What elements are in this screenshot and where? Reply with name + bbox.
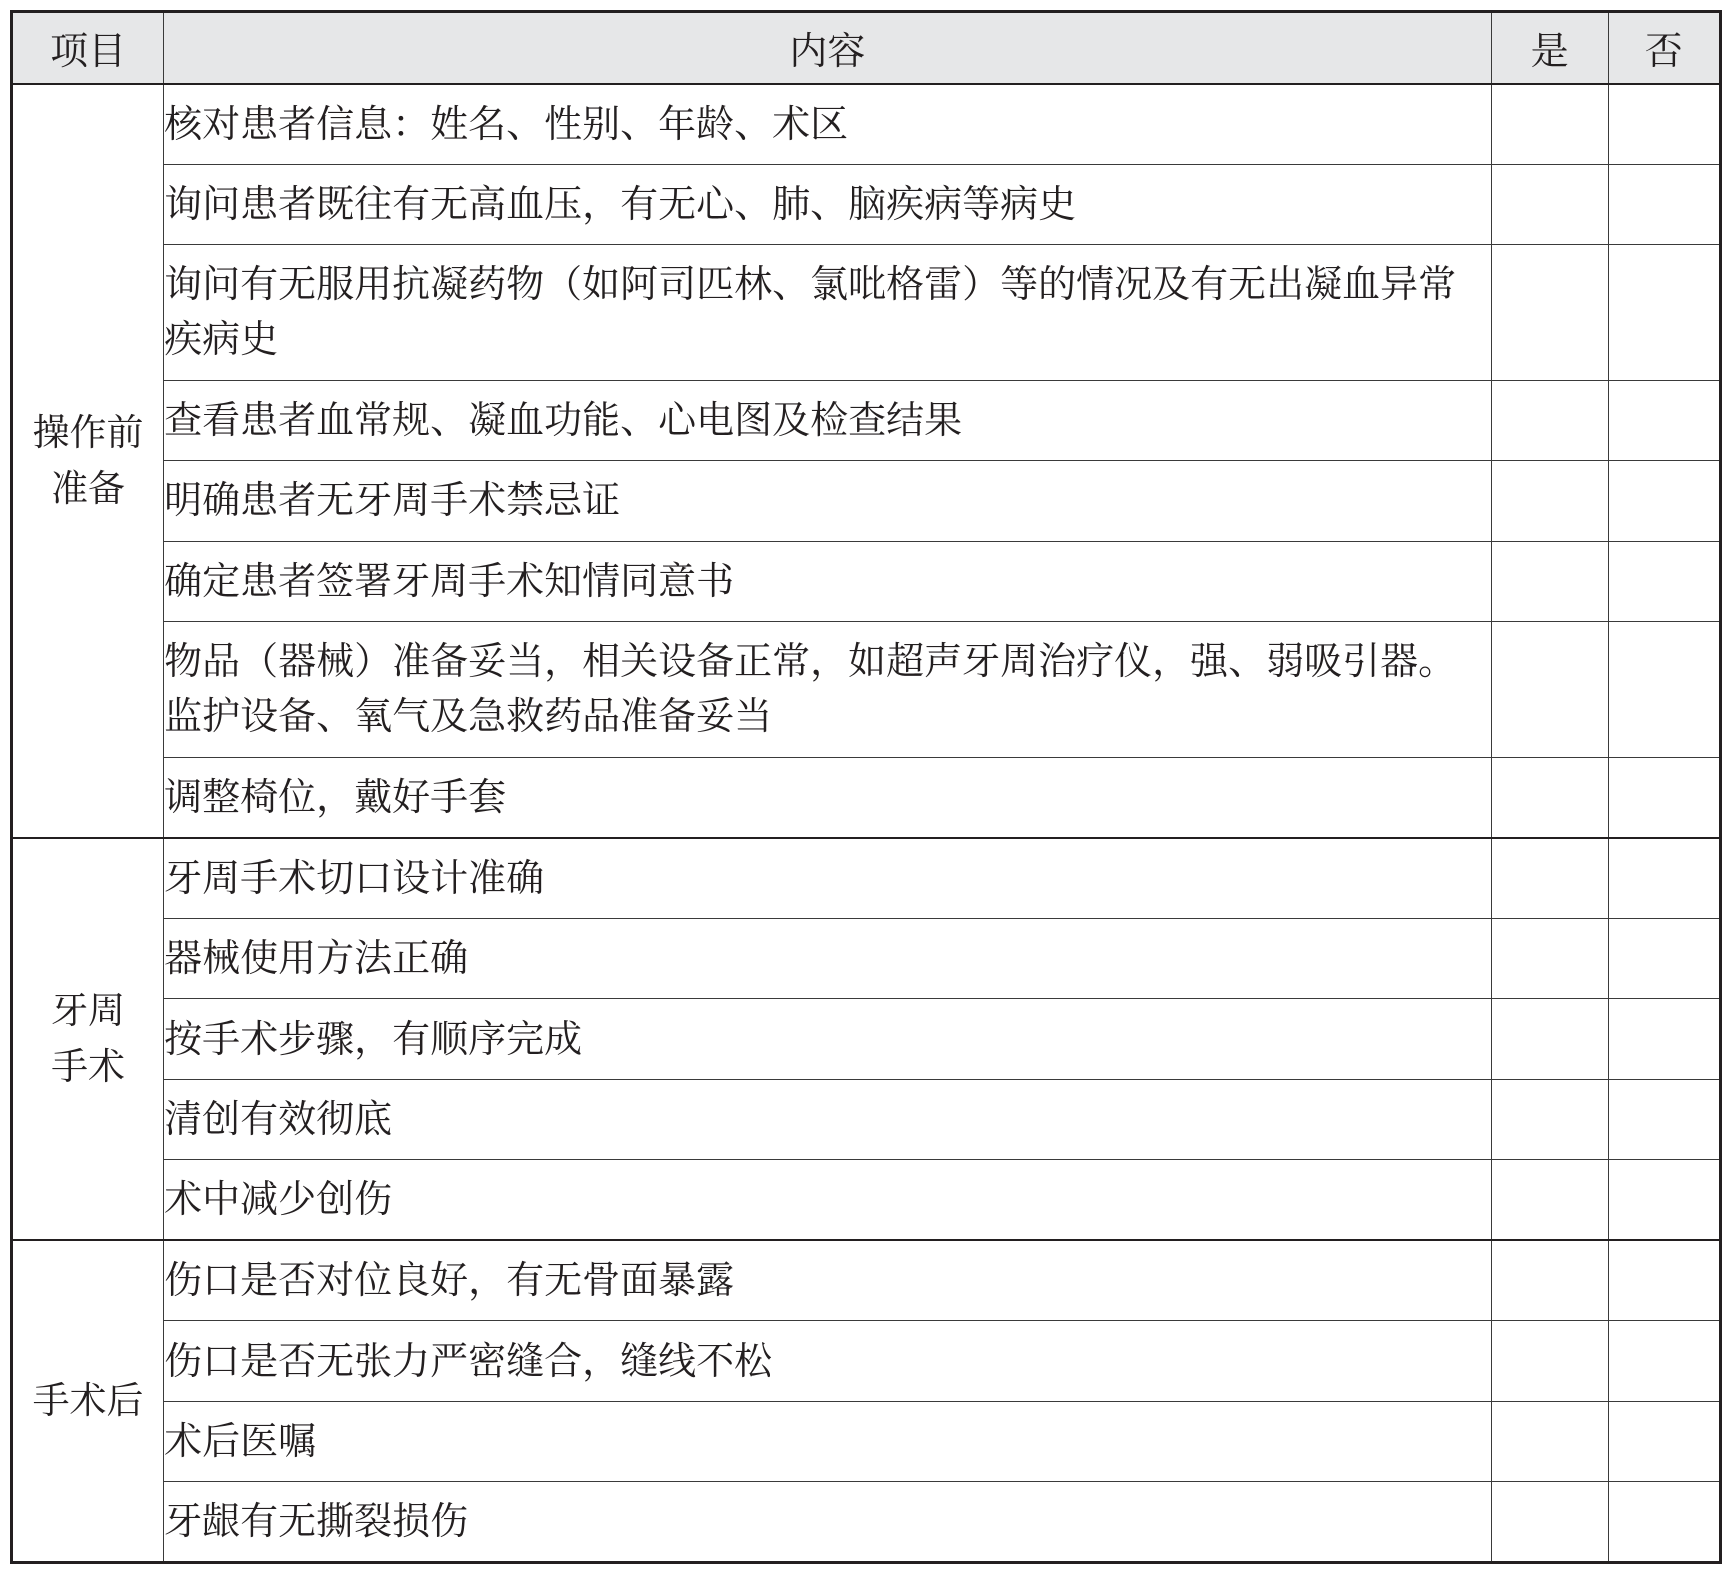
- yes-check-cell[interactable]: [1491, 1240, 1608, 1321]
- no-check-cell[interactable]: [1608, 999, 1721, 1080]
- item-text: 物品（器械）准备妥当，相关设备正常，如超声牙周治疗仪，强、弱吸引器。监护设备、氧气及急救药品准备妥当: [164, 622, 1492, 758]
- yes-check-cell[interactable]: [1491, 245, 1608, 381]
- yes-check-cell[interactable]: [1491, 757, 1608, 838]
- table-row: [12, 999, 1721, 1080]
- yes-check-cell[interactable]: [1491, 1482, 1608, 1563]
- item-text: 伤口是否无张力严密缝合，缝线不松: [164, 1321, 1492, 1402]
- item-text: 清创有效彻底: [164, 1079, 1492, 1160]
- section-label-line: 操作前: [32, 410, 144, 454]
- section-label-line: 手术后: [32, 1379, 144, 1423]
- item-text: 询问患者既往有无高血压，有无心、肺、脑疾病等病史: [164, 164, 1492, 245]
- yes-check-cell[interactable]: [1491, 838, 1608, 919]
- no-check-cell[interactable]: [1608, 380, 1721, 461]
- no-check-cell[interactable]: [1608, 1321, 1721, 1402]
- table-row: [12, 757, 1721, 838]
- item-text: 术中减少创伤: [164, 1160, 1492, 1241]
- no-check-cell[interactable]: [1608, 1240, 1721, 1321]
- no-check-cell[interactable]: [1608, 838, 1721, 919]
- no-check-cell[interactable]: [1608, 245, 1721, 381]
- yes-check-cell[interactable]: [1491, 164, 1608, 245]
- item-text: 按手术步骤，有顺序完成: [164, 999, 1492, 1080]
- section-label-periodontal-surgery: [12, 838, 164, 1241]
- no-check-cell[interactable]: [1608, 757, 1721, 838]
- no-check-cell[interactable]: [1608, 84, 1721, 165]
- table-row: [12, 164, 1721, 245]
- table-row: [12, 918, 1721, 999]
- header-row: [12, 12, 1721, 84]
- no-check-cell[interactable]: [1608, 1079, 1721, 1160]
- table-row: [12, 1321, 1721, 1402]
- no-check-cell[interactable]: [1608, 461, 1721, 542]
- no-check-cell[interactable]: [1608, 541, 1721, 622]
- item-text: 核对患者信息：姓名、性别、年龄、术区: [164, 84, 1492, 165]
- no-check-cell[interactable]: [1608, 164, 1721, 245]
- header-content: 内容: [164, 12, 1492, 84]
- yes-check-cell[interactable]: [1491, 1079, 1608, 1160]
- table-row: [12, 245, 1721, 381]
- table-row: [12, 838, 1721, 919]
- item-text: 器械使用方法正确: [164, 918, 1492, 999]
- table-row: [12, 84, 1721, 165]
- table-row: [12, 1482, 1721, 1563]
- table-row: [12, 380, 1721, 461]
- section-label-line: 准备: [51, 466, 126, 510]
- yes-check-cell[interactable]: [1491, 918, 1608, 999]
- checklist-table: [10, 10, 1722, 1564]
- item-text: 询问有无服用抗凝药物（如阿司匹林、氯吡格雷）等的情况及有无出凝血异常疾病史: [164, 245, 1492, 381]
- header-item: 项目: [12, 12, 164, 84]
- item-text: 牙龈有无撕裂损伤: [164, 1482, 1492, 1563]
- yes-check-cell[interactable]: [1491, 84, 1608, 165]
- yes-check-cell[interactable]: [1491, 1321, 1608, 1402]
- item-text: 术后医嘱: [164, 1401, 1492, 1482]
- no-check-cell[interactable]: [1608, 1482, 1721, 1563]
- item-text: 伤口是否对位良好，有无骨面暴露: [164, 1240, 1492, 1321]
- table-row: [12, 541, 1721, 622]
- table-row: [12, 1401, 1721, 1482]
- no-check-cell[interactable]: [1608, 1160, 1721, 1241]
- yes-check-cell[interactable]: [1491, 380, 1608, 461]
- table-row: [12, 622, 1721, 758]
- yes-check-cell[interactable]: [1491, 541, 1608, 622]
- item-text: 查看患者血常规、凝血功能、心电图及检查结果: [164, 380, 1492, 461]
- item-text: 调整椅位，戴好手套: [164, 757, 1492, 838]
- no-check-cell[interactable]: [1608, 918, 1721, 999]
- yes-check-cell[interactable]: [1491, 1160, 1608, 1241]
- yes-check-cell[interactable]: [1491, 622, 1608, 758]
- header-no: 否: [1608, 12, 1721, 84]
- table-row: [12, 1160, 1721, 1241]
- yes-check-cell[interactable]: [1491, 999, 1608, 1080]
- no-check-cell[interactable]: [1608, 1401, 1721, 1482]
- table-row: [12, 461, 1721, 542]
- table-row: [12, 1079, 1721, 1160]
- item-text: 确定患者签署牙周手术知情同意书: [164, 541, 1492, 622]
- no-check-cell[interactable]: [1608, 622, 1721, 758]
- table-row: [12, 1240, 1721, 1321]
- section-label-line: 牙周: [51, 989, 126, 1033]
- item-text: 牙周手术切口设计准确: [164, 838, 1492, 919]
- yes-check-cell[interactable]: [1491, 1401, 1608, 1482]
- section-label-post-op: [12, 1240, 164, 1562]
- section-label-line: 手术: [51, 1045, 126, 1089]
- item-text: 明确患者无牙周手术禁忌证: [164, 461, 1492, 542]
- header-yes: 是: [1491, 12, 1608, 84]
- yes-check-cell[interactable]: [1491, 461, 1608, 542]
- section-label-pre-op: [12, 84, 164, 838]
